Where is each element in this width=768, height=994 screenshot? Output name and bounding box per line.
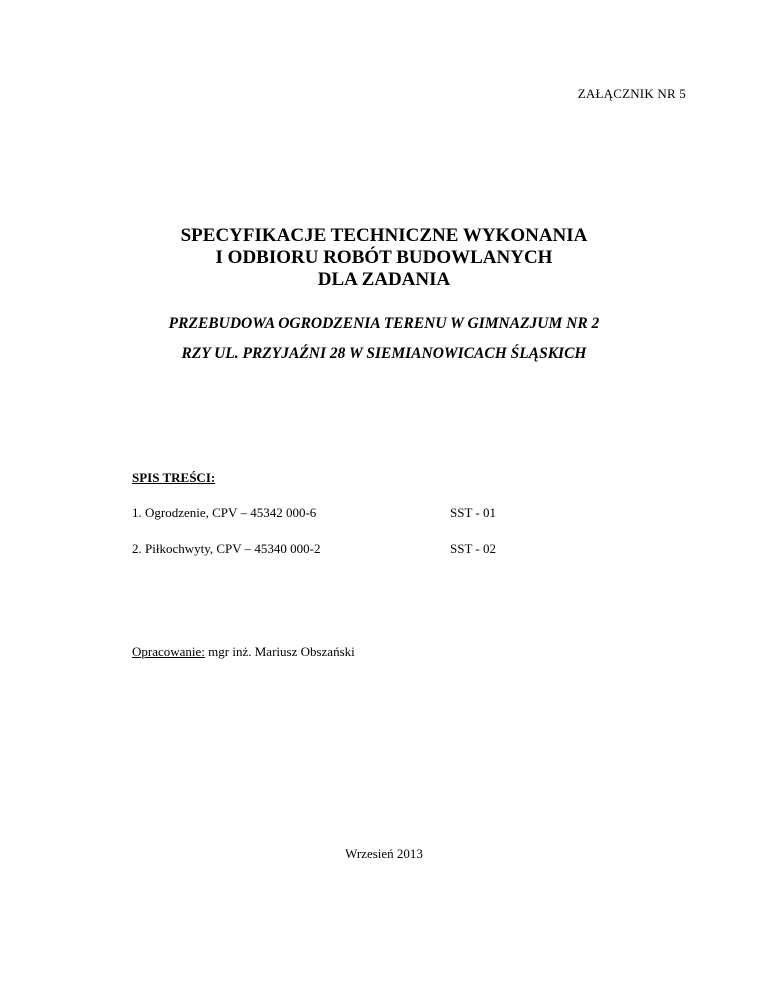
prepared-by-name: mgr inż. Mariusz Obszański — [204, 644, 355, 659]
main-title-line-3: DLA ZADANIA — [317, 269, 451, 290]
project-title-line-2: RZY UL. PRZYJAŹNI 28 W SIEMIANOWICACH ŚLĄSKICH — [181, 345, 587, 362]
toc-heading: SPIS TREŚCI: — [132, 470, 216, 485]
attachment-number: ZAŁĄCZNIK NR 5 — [577, 86, 686, 101]
main-title — [0, 225, 768, 291]
toc-item-code: SST - 02 — [450, 541, 496, 556]
toc-item-label: 2. Piłkochwyty, CPV – 45340 000-2 — [132, 541, 321, 556]
toc-item-code: SST - 01 — [450, 505, 496, 520]
prepared-by — [132, 644, 355, 660]
main-title-line-2: I ODBIORU ROBÓT BUDOWLANYCH — [215, 247, 553, 268]
prepared-by-label: Opracowanie: — [132, 644, 205, 659]
project-title-line-1: PRZEBUDOWA OGRODZENIA TERENU W GIMNAZJUM NR 2 — [168, 315, 600, 332]
table-of-contents — [132, 470, 632, 577]
toc-row — [132, 541, 632, 577]
main-title-line-1: SPECYFIKACJE TECHNICZNE WYKONANIA — [180, 225, 588, 246]
toc-item-label: 1. Ogrodzenie, CPV – 45342 000-6 — [132, 505, 317, 520]
toc-row — [132, 505, 632, 541]
document-date: Wrzesień 2013 — [345, 846, 423, 861]
project-title — [0, 309, 768, 369]
